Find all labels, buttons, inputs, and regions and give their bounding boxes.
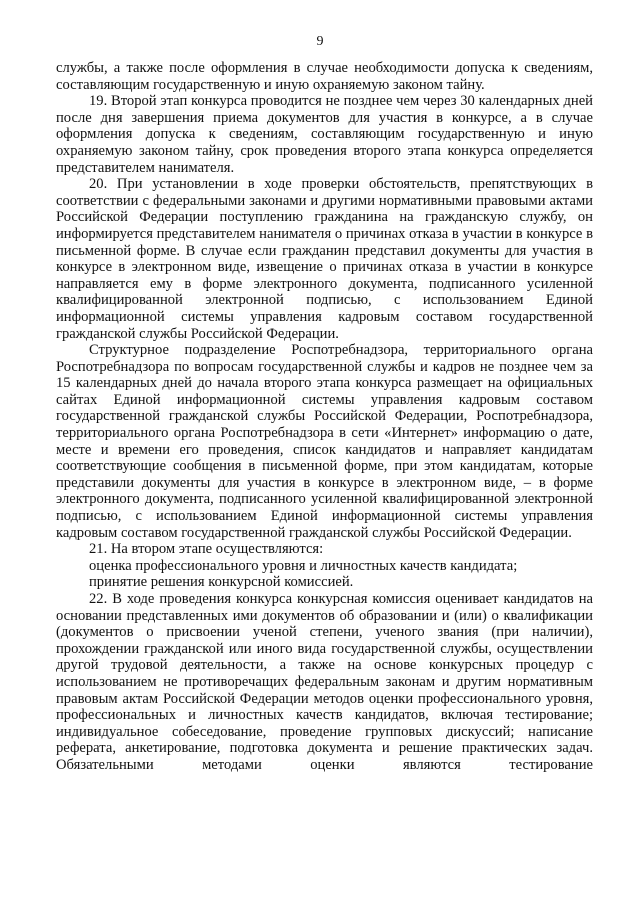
paragraph-20-structural-unit: Структурное подразделение Роспотребнадзора, территориального органа Роспотребнадзора по вопросам государственной службы и кадров не позднее чем за 15 календарных дней до начала второго этапа конкурса размещает на официальных сайтах Единой информационной системы управления кадровым составом государственной гражданской службы Российской Федерации, Роспотребнадзора, территориального органа Роспотребнадзора в сети «Интернет» информацию о дате, месте и времени его проведения, список кандидатов и направляет кандидатам соответствующие сообщения в письменной форме, при этом кандидатам, которые представили документы для участия в конкурсе в электронном виде, – в форме электронного документа, подписанного усиленной квалифицированной электронной подписью, с использованием Единой информационной системы управления кадровым составом государственной гражданской службы Российской Федерации. <box>56 342 593 541</box>
page-number: 9 <box>316 34 324 49</box>
paragraph-20: 20. При установлении в ходе проверки обстоятельств, препятствующих в соответствии с федеральными законами и другими нормативными правовыми актами Российской Федерации поступлению гражданина на гражданскую службу, он информируется представителем нанимателя о причинах отказа в участии в конкурсе в письменной форме. В случае если гражданин представил документы для участия в конкурсе в электронном виде, извещение о причинах отказа в участии в конкурсе направляется ему в форме электронного документа, подписанного усиленной квалифицированной электронной подписью, с использованием Единой информационной системы управления кадровым составом государственной гражданской службы Российской Федерации. <box>56 176 593 342</box>
paragraph-21-item-decision: принятие решения конкурсной комиссией. <box>89 574 354 591</box>
paragraph-21: 21. На втором этапе осуществляются: <box>89 541 324 558</box>
paragraph-continuation: службы, а также после оформления в случае необходимости допуска к сведениям, составляющим государственную и иную охраняемую законом тайну. <box>56 60 593 93</box>
paragraph-22-tail: Обязательными методами оценки являются тестирование <box>56 756 593 773</box>
document-body <box>56 60 593 774</box>
paragraph-21-item-assessment: оценка профессионального уровня и личностных качеств кандидата; <box>89 557 518 574</box>
paragraph-19: 19. Второй этап конкурса проводится не позднее чем через 30 календарных дней после дня завершения приема документов для участия в конкурсе, а в случае оформления допуска к сведениям, составляющим государственную и иную охраняемую законом тайну, срок проведения второго этапа конкурса определяется представителем нанимателя. <box>56 93 593 176</box>
paragraph-22: 22. В ходе проведения конкурса конкурсная комиссия оценивает кандидатов на основании представленных ими документов об образовании и (или) о квалификации (документов о присвоении ученой степени, ученого звания (при наличии), прохождении гражданской или иного вида государственной службы, осуществлении другой трудовой деятельности, а также на основе конкурсных процедур с использованием не противоречащих федеральным законам и другим нормативным правовым актам Российской Федерации методов оценки профессионального уровня, профессиональных и личностных качеств кандидатов, включая тестирование; индивидуальное собеседование, проведение групповых дискуссий; написание реферата, анкетирование, подготовка документа и решение практических задач. Обязательными методами оценки являются тестирование <box>56 591 593 773</box>
